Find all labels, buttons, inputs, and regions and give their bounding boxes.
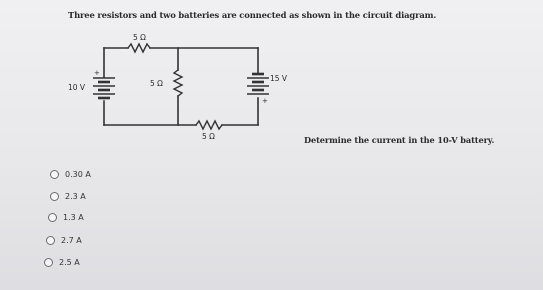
middle-resistor-label: 5 Ω [150,79,163,88]
top-resistor-label: 5 Ω [133,33,146,42]
prompt-text: Determine the current in the 10-V battery. [304,135,495,145]
answer-option-label: 0.30 A [65,170,91,179]
question-text: Three resistors and two batteries are connected as shown in the circuit diagram. [68,10,437,20]
left-battery-plus-sign: + [94,69,100,77]
right-battery-symbol [247,74,269,94]
answer-option-2[interactable] [50,192,86,201]
answer-option-label: 2.5 A [59,258,80,267]
radio-button[interactable] [50,192,59,201]
answer-option-label: 1.3 A [63,213,84,222]
right-battery-plus-sign: + [262,97,268,105]
bottom-resistor-label: 5 Ω [202,132,215,141]
radio-button[interactable] [44,258,53,267]
radio-button[interactable] [46,236,55,245]
answer-option-1[interactable] [50,170,91,179]
right-battery-label: 15 V [270,74,288,83]
answer-option-4[interactable] [46,236,82,245]
answer-option-label: 2.3 A [65,192,86,201]
answer-option-label: 2.7 A [61,236,82,245]
radio-button[interactable] [48,213,57,222]
answer-option-3[interactable] [48,213,84,222]
bottom-resistor-zigzag [196,121,222,129]
middle-resistor-zigzag [174,70,182,96]
answer-option-5[interactable] [44,258,80,267]
left-battery-symbol [93,78,115,98]
radio-button[interactable] [50,170,59,179]
top-resistor-zigzag [128,44,150,52]
left-battery-label: 10 V [68,83,86,92]
